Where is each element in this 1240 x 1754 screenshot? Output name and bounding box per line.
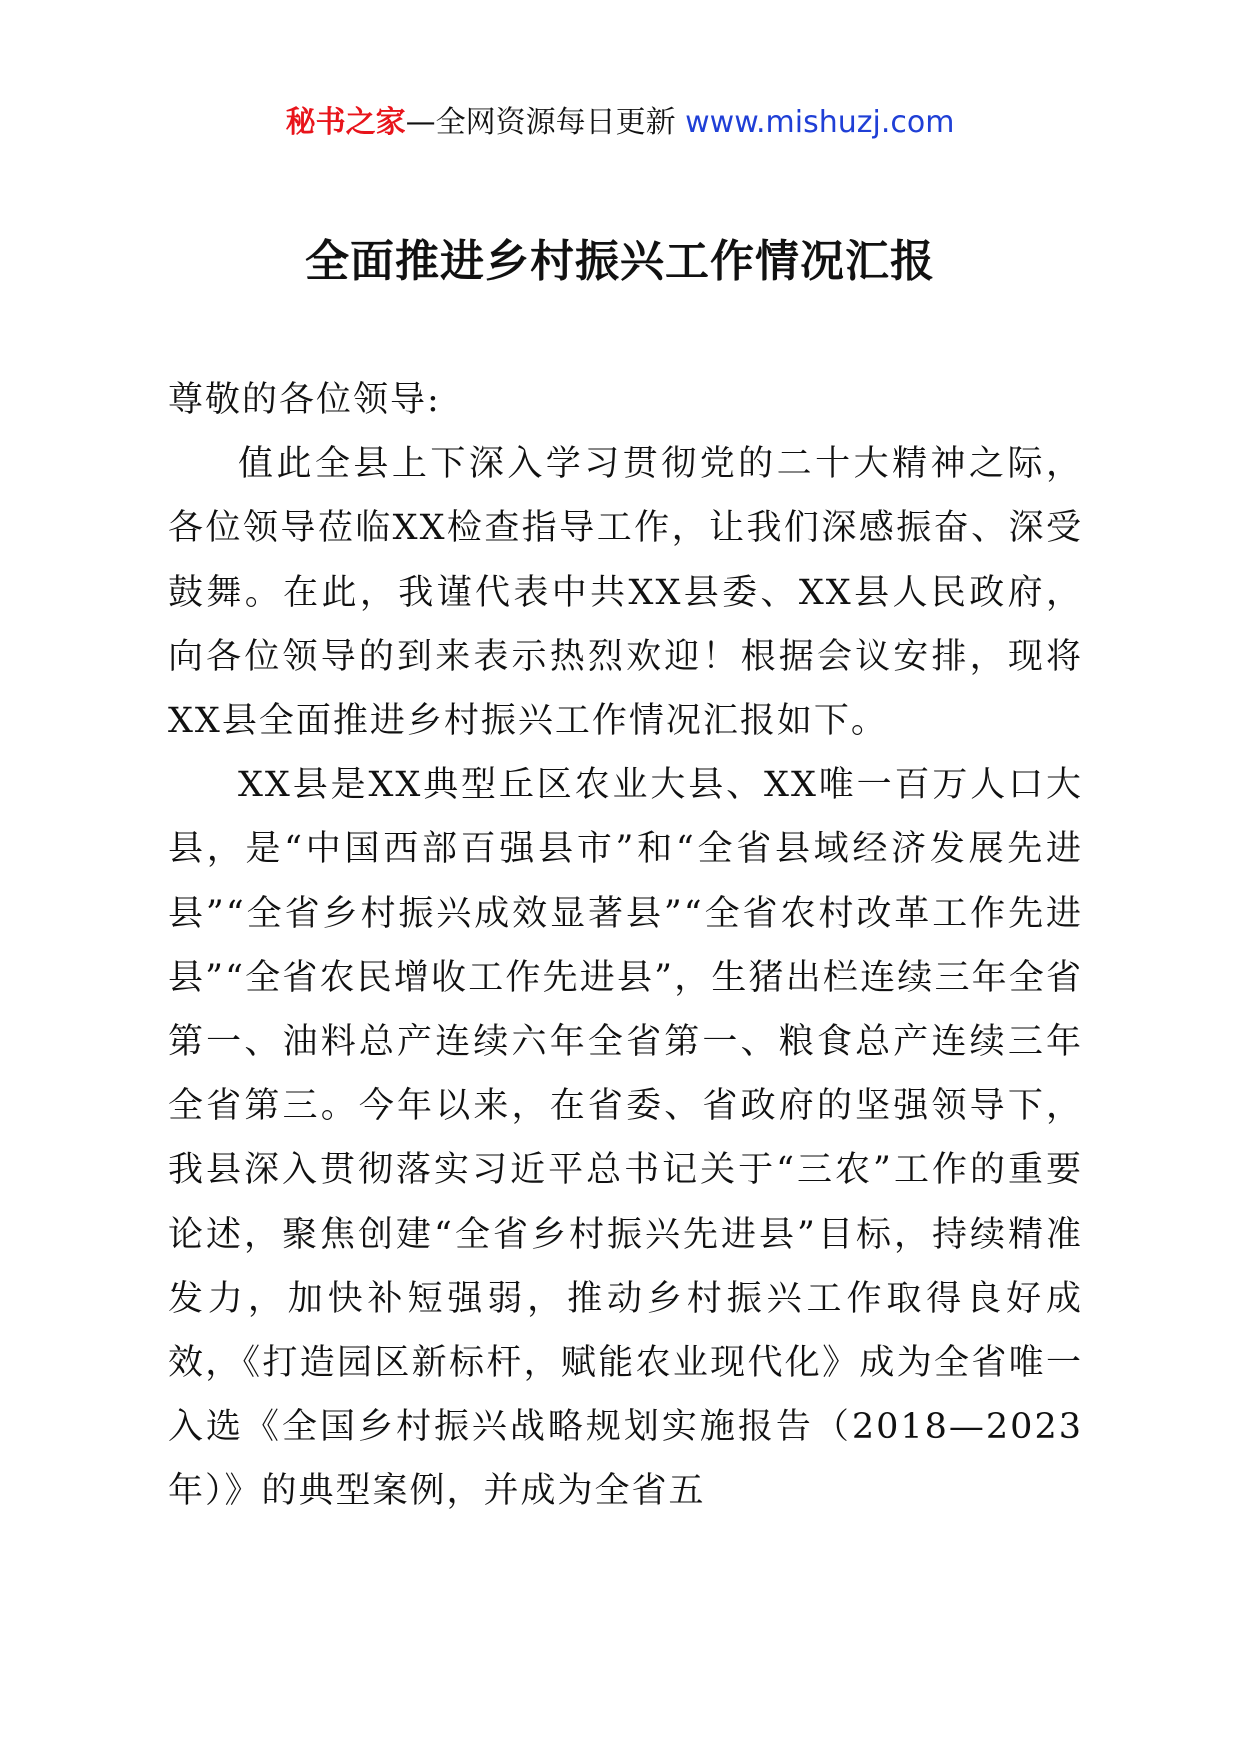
site-url-link[interactable]: www.mishuzj.com [685,105,955,140]
site-slogan: —全网资源每日更新 [405,105,676,140]
paragraph-2: XX县是XX典型丘区农业大县、XX唯一百万人口大县，是“中国西部百强县市”和“全省县域经济发展先进县”“全省乡村振兴成效显著县”“全省农村改革工作先进县”“全省农民增收工作先进县”，生猪出栏连续三年全省第一、油料总产连续六年全省第一、粮食总产连续三年全省第三。今年以来，在省委、省政府的坚强领导下，我县深入贯彻落实习近平总书记关于“三农”工作的重要论述，聚焦创建“全省乡村振兴先进县”目标，持续精准发力，加快补短强弱，推动乡村振兴工作取得良好成效，《打造园区新标杆，赋能农业现代化》成为全省唯一入选《全国乡村振兴战略规划实施报告（2018—2023年）》的典型案例，并成为全省五 [168,765,1083,1512]
document-title: 全面推进乡村振兴工作情况汇报 [305,236,935,287]
site-header [0,103,1240,143]
document-body [168,368,1083,1524]
salutation: 尊敬的各位领导: [168,380,441,420]
paragraph-1: 值此全县上下深入学习贯彻党的二十大精神之际，各位领导莅临XX检查指导工作，让我们深感振奋、深受鼓舞。在此，我谨代表中共XX县委、XX县人民政府，向各位领导的到来表示热烈欢迎！根据会议安排，现将XX县全面推进乡村振兴工作情况汇报如下。 [168,444,1083,742]
site-brand: 秘书之家 [285,105,406,140]
